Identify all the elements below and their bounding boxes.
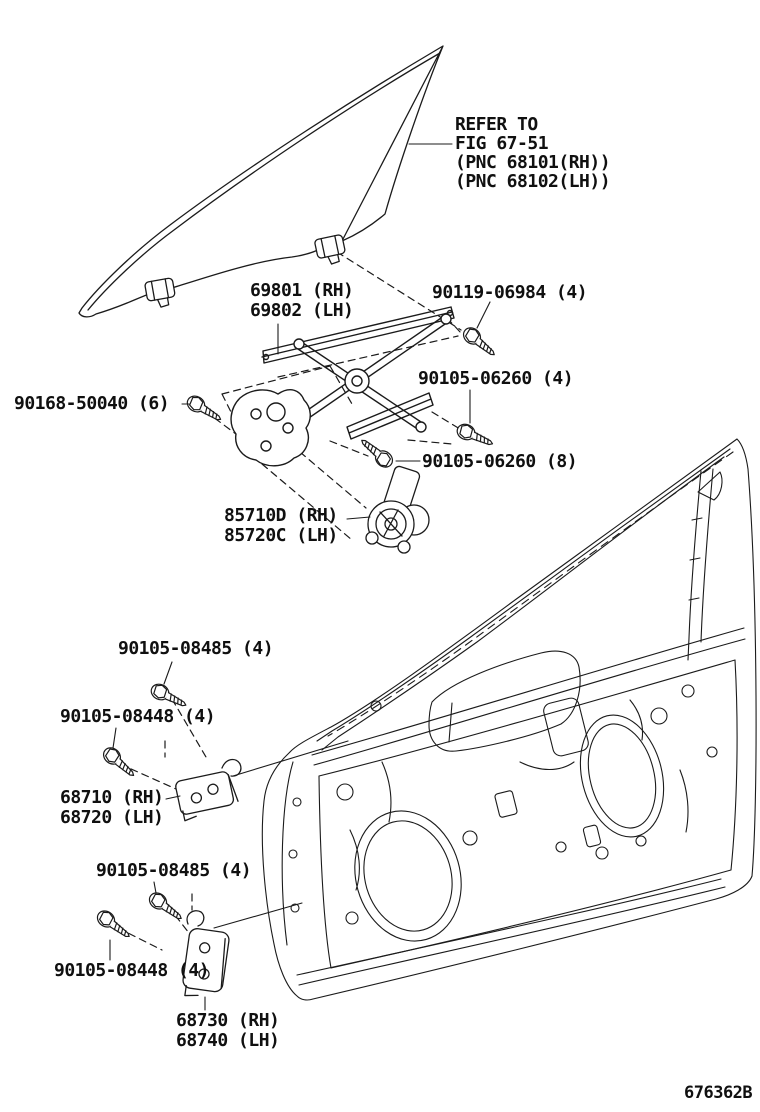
- bolt-icon: [146, 890, 186, 924]
- part-number-lh: 68720 (LH): [60, 807, 164, 828]
- refer-note-line: REFER TO: [455, 114, 538, 135]
- screw-grommet-icon: [184, 393, 224, 425]
- glass-clip-icon: [144, 278, 176, 309]
- callout-bolt-08485-lower: 90105-08485 (4): [96, 860, 252, 881]
- door-glass-drawing: [79, 46, 443, 317]
- callout-refer-note: [455, 115, 610, 191]
- part-number-lh: 85720C (LH): [224, 525, 338, 546]
- callout-bolt-08485-upper: 90105-08485 (4): [118, 638, 274, 659]
- part-number-rh: 68710 (RH): [60, 787, 164, 808]
- callout-bolt-06260-8: 90105-06260 (8): [422, 451, 578, 472]
- lower-hinge-drawing: [181, 911, 230, 1001]
- callout-motor-part: [224, 506, 338, 546]
- callout-bolt-08448-lower: 90105-08448 (4): [54, 960, 210, 981]
- callout-glass-part: [250, 281, 353, 321]
- part-number-lh: 68740 (LH): [176, 1030, 280, 1051]
- callout-bolt-06260-4: 90105-06260 (4): [418, 368, 574, 389]
- part-number-rh: 68730 (RH): [176, 1010, 280, 1031]
- upper-hinge-drawing: [175, 759, 241, 821]
- refer-note-line: (PNC 68101(RH)): [455, 152, 611, 173]
- callout-bolt-08448-upper: 90105-08448 (4): [60, 706, 216, 727]
- refer-note-line: (PNC 68102(LH)): [455, 171, 611, 192]
- regulator-motor-drawing: [366, 465, 429, 553]
- callout-grommet-90168: 90168-50040 (6): [14, 393, 170, 414]
- glass-clip-icon: [314, 234, 347, 266]
- bolt-icon: [100, 744, 139, 780]
- bolt-icon: [460, 325, 499, 360]
- bolt-icon: [357, 435, 396, 470]
- part-number-lh: 69802 (LH): [250, 300, 354, 321]
- bolt-icon: [94, 908, 134, 942]
- figure-number: 676362B: [684, 1083, 753, 1103]
- refer-note-line: FIG 67-51: [455, 133, 549, 154]
- part-number-rh: 69801 (RH): [250, 280, 354, 301]
- bolt-icon: [455, 422, 496, 450]
- callout-bolt-90119: 90119-06984 (4): [432, 282, 588, 303]
- callout-hinge-upper: [60, 788, 163, 828]
- callout-hinge-lower: [176, 1011, 279, 1051]
- part-number-rh: 85710D (RH): [224, 505, 338, 526]
